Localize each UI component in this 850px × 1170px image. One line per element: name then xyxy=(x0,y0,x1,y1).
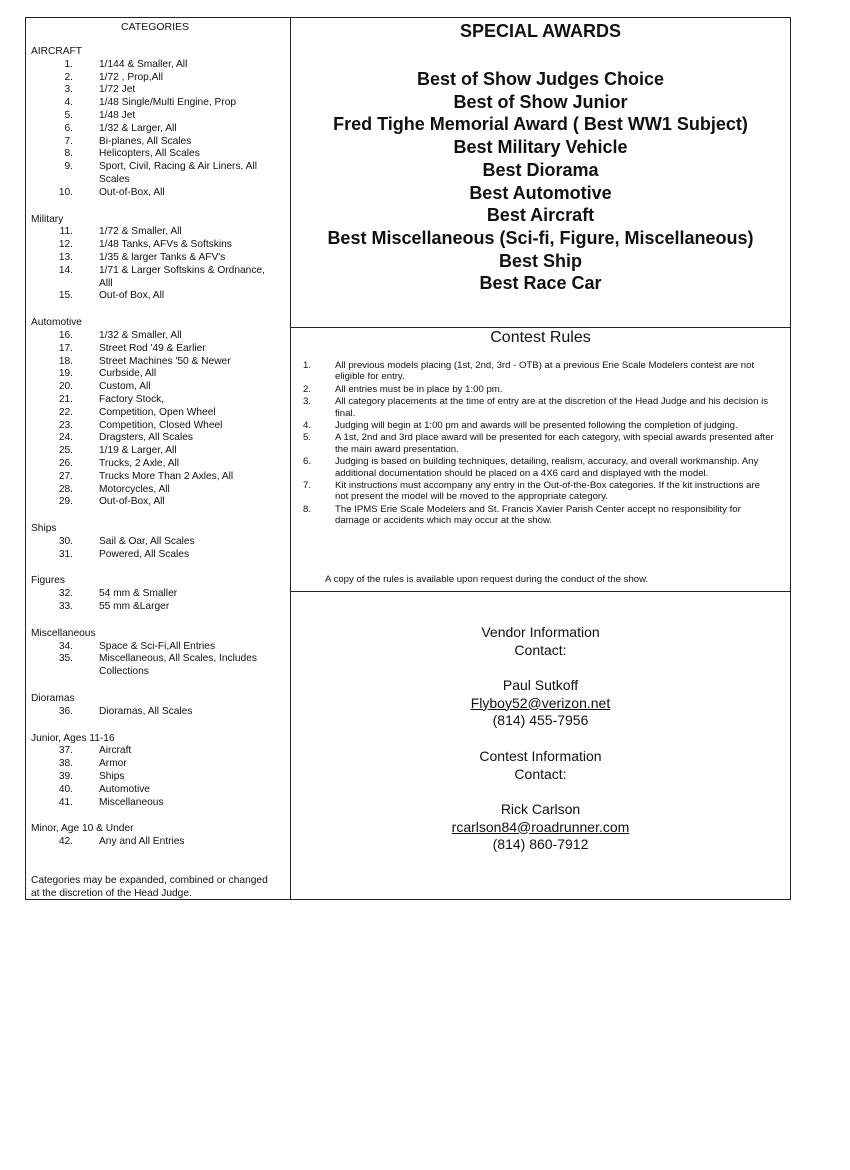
category-group xyxy=(31,575,289,613)
contest-rule-item xyxy=(303,432,783,455)
vendor-heading: Vendor Information xyxy=(481,624,600,640)
category-label: Curbside, All xyxy=(99,368,157,380)
category-item xyxy=(31,381,289,394)
category-number: 6. xyxy=(64,122,73,134)
category-number: 18. xyxy=(58,355,73,367)
category-group-name: Ships xyxy=(31,523,57,535)
category-number: 40. xyxy=(58,783,73,795)
category-number: 31. xyxy=(58,548,73,560)
category-item xyxy=(31,706,289,719)
category-number: 39. xyxy=(58,771,73,783)
category-number: 32. xyxy=(58,588,73,600)
category-number: 7. xyxy=(64,135,73,147)
category-label: Out-of-Box, All xyxy=(99,496,165,508)
contest-contact-label: Contact: xyxy=(514,765,567,782)
category-number: 13. xyxy=(58,251,73,263)
category-label: Dioramas, All Scales xyxy=(99,705,193,717)
category-label: Any and All Entries xyxy=(99,836,185,848)
category-item xyxy=(31,771,289,784)
category-number: 2. xyxy=(64,71,73,83)
category-number: 8. xyxy=(64,148,73,160)
category-label: Powered, All Scales xyxy=(99,548,190,560)
category-item xyxy=(31,123,289,136)
category-number: 36. xyxy=(58,705,73,717)
category-label: Space & Sci-Fi,All Entries xyxy=(99,640,216,652)
category-group xyxy=(31,523,289,561)
category-label: 1/32 & Smaller, All xyxy=(99,329,182,341)
category-number: 21. xyxy=(58,393,73,405)
category-item xyxy=(31,836,289,849)
special-awards-list xyxy=(291,68,790,295)
category-item xyxy=(31,407,289,420)
category-label: Helicopters, All Scales xyxy=(99,148,200,160)
contest-rules-footer: A copy of the rules is available upon request during the conduct of the show. xyxy=(325,574,649,585)
category-label: 1/48 Tanks, AFVs & Softskins xyxy=(99,239,232,251)
contest-rule-item xyxy=(303,504,783,527)
category-number: 11. xyxy=(59,226,73,238)
contest-contact-name: Rick Carlson xyxy=(500,801,581,817)
category-group xyxy=(31,317,289,509)
category-number: 10. xyxy=(58,186,73,198)
category-group xyxy=(31,733,289,810)
category-item xyxy=(31,290,289,303)
rule-text: Kit instructions must accompany any entry in the Out-of-the-Box categories. If the kit instructions are not present the model will be moved to the appropriate category. xyxy=(335,480,760,503)
category-label: 1/72 Jet xyxy=(99,84,136,96)
category-label: Ships xyxy=(99,771,125,783)
special-award-item: Best Automotive xyxy=(469,182,612,203)
category-number: 24. xyxy=(58,432,73,444)
contest-rule-item xyxy=(303,396,783,419)
category-item xyxy=(31,148,289,161)
category-number: 14. xyxy=(58,264,73,276)
category-groups xyxy=(31,46,289,863)
category-number: 27. xyxy=(58,470,73,482)
contest-rules-section xyxy=(291,327,790,592)
category-item xyxy=(31,136,289,149)
rule-number: 3. xyxy=(303,396,312,408)
info-column xyxy=(291,18,790,899)
special-award-item: Best Diorama xyxy=(482,159,599,180)
special-awards-section xyxy=(291,18,790,328)
category-number: 15. xyxy=(58,290,73,302)
category-item xyxy=(31,536,289,549)
category-number: 3. xyxy=(64,84,73,96)
category-group xyxy=(31,823,289,849)
category-label: Street Machines '50 & Newer xyxy=(99,355,231,367)
category-group-name: Automotive xyxy=(31,317,82,329)
category-label: Street Rod '49 & Earlier xyxy=(99,342,206,354)
category-group-name: Military xyxy=(31,213,64,225)
contest-email-link[interactable]: rcarlson84@roadrunner.com xyxy=(451,818,630,835)
category-item xyxy=(31,356,289,369)
category-group xyxy=(31,214,289,304)
category-item xyxy=(31,59,289,72)
category-label: 1/19 & Larger, All xyxy=(99,445,177,457)
category-group-name: Figures xyxy=(31,575,65,587)
category-group-name: Dioramas xyxy=(31,693,75,705)
category-label: Trucks, 2 Axle, All xyxy=(99,457,180,469)
rule-number: 7. xyxy=(303,480,312,492)
category-item xyxy=(31,588,289,601)
vendor-email-link[interactable]: Flyboy52@verizon.net xyxy=(470,694,611,711)
category-item xyxy=(31,97,289,110)
category-group xyxy=(31,693,289,719)
category-item xyxy=(31,265,289,291)
category-number: 1. xyxy=(64,58,73,70)
category-number: 37. xyxy=(58,745,73,757)
category-label: 1/32 & Larger, All xyxy=(99,122,177,134)
category-label: Motorcycles, All xyxy=(99,483,170,495)
categories-column xyxy=(26,18,291,899)
category-label: 1/72 & Smaller, All xyxy=(99,226,182,238)
category-number: 34. xyxy=(58,640,73,652)
rule-text: Judging is based on building techniques, detailing, realism, accuracy, and overall workmanship. Any additional documentation should be placed on a 4X6 card and displayed with the model. xyxy=(335,456,759,479)
category-label: Competition, Closed Wheel xyxy=(99,419,223,431)
category-label: Out-of-Box, All xyxy=(99,186,165,198)
category-item xyxy=(31,484,289,497)
category-label: Factory Stock, xyxy=(99,393,165,405)
category-item xyxy=(31,745,289,758)
special-award-item: Best Ship xyxy=(498,250,582,271)
category-item xyxy=(31,252,289,265)
category-label: 1/35 & larger Tanks & AFV's xyxy=(99,251,226,263)
category-label: Aircraft xyxy=(99,745,132,757)
rule-text: All category placements at the time of entry are at the discretion of the Head Judge and his decision is final. xyxy=(335,396,769,419)
category-item xyxy=(31,420,289,433)
category-item xyxy=(31,549,289,562)
category-number: 26. xyxy=(58,457,73,469)
category-item xyxy=(31,797,289,810)
contest-rule-item xyxy=(303,360,783,383)
category-number: 16. xyxy=(58,329,73,341)
contest-info-block xyxy=(291,748,790,783)
contest-rule-item xyxy=(303,420,783,431)
categories-note: Categories may be expanded, combined or changed at the discretion of the Head Judge. xyxy=(31,875,268,899)
contact-section xyxy=(291,591,790,901)
category-label: 1/71 & Larger Softskins & Ordnance, Alll xyxy=(99,264,265,289)
category-item xyxy=(31,471,289,484)
category-label: Trucks More Than 2 Axles, All xyxy=(99,470,234,482)
category-item xyxy=(31,330,289,343)
contest-rules-list xyxy=(303,360,783,528)
category-number: 4. xyxy=(64,97,73,109)
contest-contact-block xyxy=(291,801,790,854)
category-label: Competition, Open Wheel xyxy=(99,406,216,418)
category-number: 30. xyxy=(58,535,73,547)
category-group-name: AIRCRAFT xyxy=(31,46,82,57)
category-item xyxy=(31,110,289,123)
category-item xyxy=(31,458,289,471)
special-award-item: Best of Show Judges Choice xyxy=(416,69,665,89)
category-group-name: Junior, Ages 11-16 xyxy=(31,732,115,744)
category-number: 12. xyxy=(58,239,73,251)
special-award-item: Best of Show Junior xyxy=(453,91,628,112)
category-number: 23. xyxy=(58,419,73,431)
rule-text: A 1st, 2nd and 3rd place award will be presented for each category, with special awards presented after the main award presentation. xyxy=(335,432,774,455)
category-number: 5. xyxy=(64,109,73,121)
category-label: Miscellaneous xyxy=(99,796,164,808)
rule-number: 6. xyxy=(303,456,312,468)
contest-rules-title: Contest Rules xyxy=(490,329,591,346)
category-number: 33. xyxy=(58,601,73,613)
vendor-contact-label: Contact: xyxy=(514,641,567,658)
category-number: 25. xyxy=(58,445,73,457)
category-number: 38. xyxy=(58,758,73,770)
category-label: Automotive xyxy=(99,783,150,795)
category-number: 42. xyxy=(58,836,73,848)
special-award-item: Best Military Vehicle xyxy=(453,137,628,158)
category-label: Miscellaneous, All Scales, Includes Collections xyxy=(99,653,257,678)
vendor-info-block xyxy=(291,624,790,659)
category-item xyxy=(31,343,289,356)
category-item xyxy=(31,496,289,509)
category-label: 1/48 Jet xyxy=(99,109,136,121)
category-item xyxy=(31,758,289,771)
contest-phone: (814) 860-7912 xyxy=(492,836,589,852)
flyer-sheet xyxy=(25,17,791,900)
rule-text: The IPMS Erie Scale Modelers and St. Francis Xavier Parish Center accept no responsibility for damage or accidents which may occur at the show. xyxy=(335,503,741,527)
category-label: Custom, All xyxy=(99,381,151,393)
category-item xyxy=(31,394,289,407)
category-item xyxy=(31,226,289,239)
special-award-item: Best Miscellaneous (Sci-fi, Figure, Miscellaneous) xyxy=(327,227,754,248)
vendor-contact-name: Paul Sutkoff xyxy=(502,677,579,693)
rule-number: 8. xyxy=(303,503,312,515)
category-item xyxy=(31,161,289,187)
category-item xyxy=(31,368,289,381)
vendor-contact-block xyxy=(291,677,790,730)
category-label: 54 mm & Smaller xyxy=(99,588,178,600)
category-number: 28. xyxy=(58,483,73,495)
category-group xyxy=(31,628,289,679)
category-item xyxy=(31,653,289,679)
category-label: 1/72 , Prop,All xyxy=(99,71,163,83)
category-label: Sport, Civil, Racing & Air Liners, All Scales xyxy=(99,161,257,185)
rule-number: 5. xyxy=(303,432,312,444)
category-item xyxy=(31,432,289,445)
vendor-phone: (814) 455-7956 xyxy=(492,712,589,728)
category-number: 22. xyxy=(58,406,73,418)
special-award-item: Best Race Car xyxy=(479,273,602,294)
category-label: Bi-planes, All Scales xyxy=(99,135,192,147)
category-label: Armor xyxy=(99,758,127,770)
category-label: 1/48 Single/Multi Engine, Prop xyxy=(99,97,237,109)
rule-number: 2. xyxy=(303,383,312,395)
category-item xyxy=(31,445,289,458)
category-group-name: Minor, Age 10 & Under xyxy=(31,823,134,835)
contest-heading: Contest Information xyxy=(479,748,602,764)
category-number: 41. xyxy=(58,796,73,808)
category-label: 1/144 & Smaller, All xyxy=(99,58,188,70)
category-label: Out-of Box, All xyxy=(99,290,165,302)
category-label: Dragsters, All Scales xyxy=(99,432,193,444)
category-number: 29. xyxy=(58,496,73,508)
category-label: Sail & Oar, All Scales xyxy=(99,535,195,547)
category-group xyxy=(31,46,289,200)
contest-rule-item xyxy=(303,480,783,503)
category-item xyxy=(31,84,289,97)
category-label: 55 mm &Larger xyxy=(99,601,170,613)
special-award-item: Best Aircraft xyxy=(486,205,595,226)
category-item xyxy=(31,784,289,797)
category-item xyxy=(31,239,289,252)
special-award-item: Fred Tighe Memorial Award ( Best WW1 Subject) xyxy=(333,114,748,135)
category-item xyxy=(31,72,289,85)
category-number: 35. xyxy=(58,653,73,665)
category-number: 19. xyxy=(58,368,73,380)
category-group-name: Miscellaneous xyxy=(31,627,96,639)
contest-rule-item xyxy=(303,456,783,479)
category-number: 17. xyxy=(58,342,73,354)
contest-rule-item xyxy=(303,384,783,395)
special-awards-title: SPECIAL AWARDS xyxy=(459,21,622,41)
rule-text: Judging will begin at 1:00 pm and awards will be presented following the completion of judging. xyxy=(335,420,738,432)
category-item xyxy=(31,641,289,654)
rule-number: 1. xyxy=(303,360,312,371)
category-item xyxy=(31,187,289,200)
categories-title: CATEGORIES xyxy=(121,21,190,33)
category-number: 9. xyxy=(64,161,73,173)
category-number: 20. xyxy=(58,381,73,393)
rule-text: All entries must be in place by 1:00 pm. xyxy=(335,383,503,395)
rule-number: 4. xyxy=(303,420,312,432)
category-item xyxy=(31,601,289,614)
rule-text: All previous models placing (1st, 2nd, 3rd - OTB) at a previous Erie Scale Modelers contest are not eligible for entry. xyxy=(335,360,755,383)
